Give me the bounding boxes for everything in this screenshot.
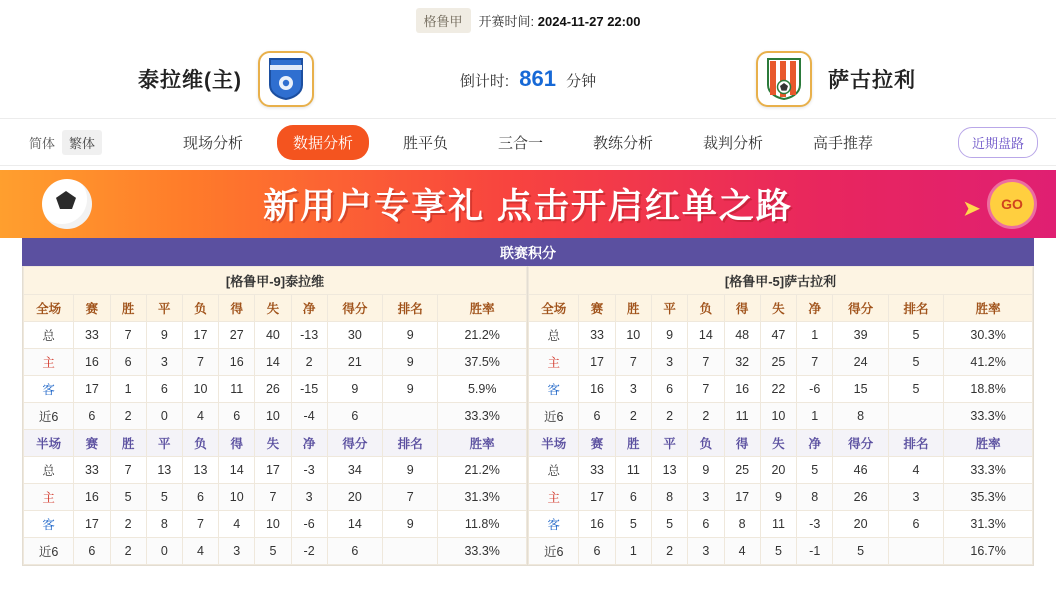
kickoff-info — [479, 11, 641, 30]
col-goals-against: 失 — [255, 295, 291, 322]
table-row: 主 16 5 5 6 10 7 3 20 7 31.3% — [24, 484, 527, 511]
countdown-unit: 分钟 — [566, 73, 597, 90]
table-row: 总 33 7 9 17 27 40 -13 30 9 21.2% — [24, 322, 527, 349]
col-scope-half: 半场 — [24, 430, 74, 457]
table-row: 近6 6 2 0 4 3 5 -2 6 33.3% — [24, 538, 527, 565]
home-table — [23, 266, 527, 565]
col-win-rate: 胜率 — [438, 295, 527, 322]
col-scope: 全场 — [24, 295, 74, 322]
col-played-half: 赛 — [579, 430, 615, 457]
recent-odds-button[interactable]: 近期盘路 — [958, 127, 1038, 158]
away-team-block[interactable] — [756, 51, 916, 107]
col-points-half: 得分 — [327, 430, 382, 457]
col-lose-half: 负 — [182, 430, 218, 457]
col-draw: 平 — [651, 295, 687, 322]
lang-simplified[interactable]: 简体 — [29, 135, 56, 151]
col-points-half: 得分 — [833, 430, 888, 457]
col-lose-half: 负 — [688, 430, 724, 457]
col-goals-for-half: 得 — [219, 430, 255, 457]
col-played: 赛 — [74, 295, 110, 322]
kickoff-label: 开赛时间: — [478, 13, 535, 29]
col-win-rate: 胜率 — [944, 295, 1033, 322]
col-draw: 平 — [146, 295, 182, 322]
col-draw-half: 平 — [146, 430, 182, 457]
chevron-right-icon: ➤ — [963, 198, 980, 220]
table-row: 总 33 10 9 14 48 47 1 39 5 30.3% — [529, 322, 1033, 349]
away-full-rows — [529, 322, 1033, 430]
table-row: 主 17 6 8 3 17 9 8 26 3 35.3% — [529, 484, 1033, 511]
teams-row — [0, 40, 1056, 118]
col-rank-half: 排名 — [383, 430, 438, 457]
col-win: 胜 — [615, 295, 651, 322]
col-goals-against-half: 失 — [255, 430, 291, 457]
content-area — [0, 238, 1056, 566]
main-nav — [0, 118, 1056, 166]
col-win-rate-half: 胜率 — [944, 430, 1033, 457]
col-rank: 排名 — [383, 295, 438, 322]
league-chip: 格鲁甲 — [416, 8, 471, 33]
col-win-half: 胜 — [615, 430, 651, 457]
table-row: 主 16 6 3 7 16 14 2 21 9 37.5% — [24, 349, 527, 376]
table-row: 客 17 2 8 7 4 10 -6 14 9 11.8% — [24, 511, 527, 538]
table-row: 客 16 3 6 7 16 22 -6 15 5 18.8% — [529, 376, 1033, 403]
away-table — [528, 266, 1033, 565]
away-team-crest-icon — [756, 51, 812, 107]
tab-referee-analysis[interactable]: 裁判分析 — [703, 134, 764, 152]
col-goals-against-half: 失 — [760, 430, 796, 457]
promo-banner[interactable] — [0, 170, 1056, 238]
tab-live-analysis[interactable]: 现场分析 — [182, 134, 243, 152]
col-played: 赛 — [579, 295, 615, 322]
table-row: 主 17 7 3 7 32 25 7 24 5 41.2% — [529, 349, 1033, 376]
col-played-half: 赛 — [74, 430, 110, 457]
lang-traditional[interactable]: 繁体 — [62, 130, 102, 155]
standings-tables — [22, 266, 1034, 566]
away-table-title: [格鲁甲-5]萨古拉利 — [529, 267, 1033, 295]
table-row: 总 33 11 13 9 25 20 5 46 4 33.3% — [529, 457, 1033, 484]
col-points: 得分 — [833, 295, 888, 322]
col-goal-diff: 净 — [797, 295, 833, 322]
col-goals-against: 失 — [760, 295, 796, 322]
col-goal-diff-half: 净 — [797, 430, 833, 457]
col-win-rate-half: 胜率 — [438, 430, 527, 457]
match-info-bar — [0, 0, 1056, 40]
col-win-half: 胜 — [110, 430, 146, 457]
table-row: 客 16 5 5 6 8 11 -3 20 6 31.3% — [529, 511, 1033, 538]
table-row: 总 33 7 13 13 14 17 -3 34 9 21.2% — [24, 457, 527, 484]
col-goal-diff-half: 净 — [291, 430, 327, 457]
col-points: 得分 — [327, 295, 382, 322]
kickoff-time: 2024-11-27 22:00 — [537, 13, 641, 29]
language-switcher[interactable] — [22, 130, 102, 155]
col-rank: 排名 — [888, 295, 943, 322]
col-scope: 全场 — [529, 295, 579, 322]
col-scope-half: 半场 — [529, 430, 579, 457]
home-half-rows — [24, 457, 527, 565]
col-goals-for-half: 得 — [724, 430, 760, 457]
table-row: 近6 6 1 2 3 4 5 -1 5 16.7% — [529, 538, 1033, 565]
col-goal-diff: 净 — [291, 295, 327, 322]
col-goals-for: 得 — [219, 295, 255, 322]
tab-expert-picks[interactable]: 高手推荐 — [813, 134, 874, 152]
promo-go-button[interactable]: GO — [990, 182, 1034, 226]
col-lose: 负 — [688, 295, 724, 322]
home-full-rows — [24, 322, 527, 430]
col-goals-for: 得 — [724, 295, 760, 322]
countdown-value: 861 — [519, 66, 556, 91]
tab-three-in-one[interactable]: 三合一 — [497, 134, 543, 152]
tab-coach-analysis[interactable]: 教练分析 — [593, 134, 654, 152]
tab-data-analysis[interactable]: 数据分析 — [277, 125, 369, 160]
table-row: 近6 6 2 0 4 6 10 -4 6 33.3% — [24, 403, 527, 430]
table-row: 近6 6 2 2 2 11 10 1 8 33.3% — [529, 403, 1033, 430]
home-team-name: 泰拉维(主) — [138, 69, 242, 92]
col-win: 胜 — [110, 295, 146, 322]
nav-items — [158, 125, 898, 160]
away-half-rows — [529, 457, 1033, 565]
tab-win-draw-lose[interactable]: 胜平负 — [402, 134, 448, 152]
promo-banner-text: 新用户专享礼 点击开启红单之路 — [263, 187, 793, 226]
away-standings-table — [528, 266, 1033, 565]
away-team-name: 萨古拉利 — [828, 69, 916, 92]
home-table-title: [格鲁甲-9]泰拉维 — [24, 267, 527, 295]
col-rank-half: 排名 — [888, 430, 943, 457]
table-row: 客 17 1 6 10 11 26 -15 9 9 5.9% — [24, 376, 527, 403]
col-draw-half: 平 — [651, 430, 687, 457]
section-title-league-standings: 联赛积分 — [22, 238, 1034, 266]
col-lose: 负 — [182, 295, 218, 322]
home-standings-table — [23, 266, 528, 565]
countdown-label: 倒计时: — [459, 73, 510, 90]
